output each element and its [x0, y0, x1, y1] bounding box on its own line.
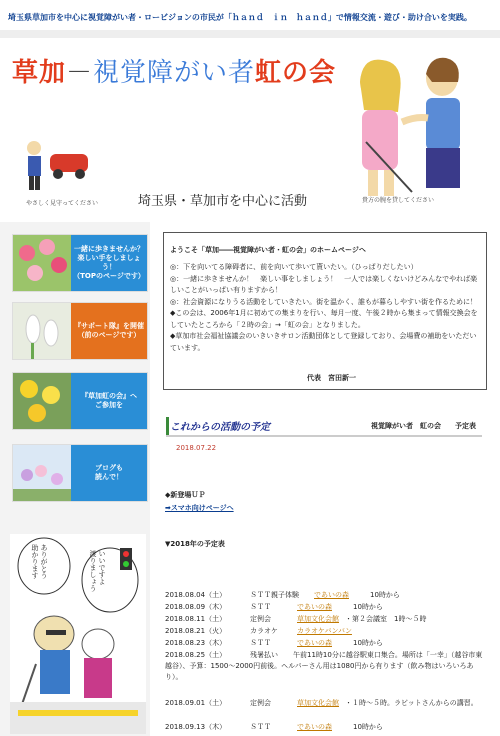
nav-button-top[interactable] [12, 234, 148, 292]
guide-illustration [342, 52, 492, 202]
event-place-link[interactable]: 草加文化会館 [297, 615, 339, 623]
event-date: 2018.09.13（木） [165, 723, 227, 731]
tulip-photo [13, 235, 71, 291]
left-sidebar [0, 222, 150, 736]
schedule-section-title [166, 417, 482, 437]
event-row [165, 650, 485, 686]
title-soka: 草加 [12, 58, 67, 88]
comic-bubble-right: いいですよ 渡りましょう [89, 550, 106, 592]
event-date: 2018.08.21（火） [165, 627, 227, 635]
title-visually-impaired: 視覚障がい者 [93, 58, 256, 88]
nav-button-join[interactable] [12, 372, 148, 430]
event-name: ＳＴＴ [250, 603, 271, 611]
site-title [12, 52, 336, 89]
event-detail: 午前11時10分に越谷駅東口集合。場所は「一幸」（越谷市東越谷）、予算：1500～2000円前後。ヘルパーさん用は1080円から有ります（飲み物はいろいろあり）。 [165, 651, 483, 681]
event-detail: 10時から [353, 723, 383, 731]
car-illustration [20, 134, 90, 194]
event-date: 2018.08.25（土） [165, 651, 227, 659]
event-name: 定例会 [250, 615, 271, 623]
update-date: 2018.07.22 [176, 444, 217, 452]
event-detail: ・１時～５時。ラビットさんからの講習。 [345, 699, 478, 707]
event-name: ＳＴＴ [250, 639, 271, 647]
event-row [165, 614, 485, 625]
event-detail: 10時から [353, 639, 383, 647]
event-date: 2018.08.04（土） [165, 591, 227, 599]
title-niji-no-kai: 虹の会 [255, 58, 337, 88]
section-accent-bar [166, 417, 169, 435]
nav-button-support[interactable] [12, 302, 148, 360]
smartphone-page-link[interactable]: ➡スマホ向けページへ [165, 504, 234, 512]
event-name: 残暑払い [250, 651, 278, 659]
event-place-link[interactable]: カラオケバンバン [297, 627, 352, 635]
welcome-heading: ようこそ「草加――視覚障がい者・虹の会」のホームページへ [170, 246, 366, 254]
event-row [165, 602, 485, 613]
top-banner [0, 0, 500, 30]
event-name: 定例会 [250, 699, 271, 707]
caption-left: やさしく見守ってください [26, 200, 99, 207]
banner-divider [0, 30, 500, 38]
nav-label-support: 『サポート隊』を開催 （前のページです） [71, 303, 147, 359]
event-place-link[interactable]: であいの森 [314, 591, 349, 599]
title-dash: － [66, 58, 94, 88]
event-row [165, 722, 485, 733]
daffodil-photo [13, 373, 71, 429]
welcome-body: ◎：下を向いてる障碍者に、前を向いて歩いて貰いたい。（ひっぱりだしたい） ◎：一緒に歩きませんか！ 楽しい事をしましょう！ 一人では楽しくないけどみんなでやれば楽しいことがいっぱい有りますから！ ◎：社会資源になりうる活動をしていきたい。街を温かく、誰もが暮らしやすい街を作るために！ ◆この会は、2006年1月に初めての集まりを行い、毎月一度、午後２時から集まって情報交換会をしていたところから「２時の会」→「虹の会」となりました。 ◆草加市社会福祉協議会のいきいきサロン活動団体として登録しており、会場費の補助をいただいています。 [170, 263, 478, 352]
event-date: 2018.09.01（土） [165, 699, 227, 707]
schedule-title: これからの活動の予定 [170, 422, 270, 433]
blossom-photo [13, 445, 71, 501]
site-subtitle: 埼玉県・草加市を中心に活動 [138, 194, 308, 209]
event-date: 2018.08.11（土） [165, 615, 227, 623]
year-heading: ▼2018年の予定表 [165, 540, 225, 548]
event-place-link[interactable]: であいの森 [297, 603, 332, 611]
nav-label-join: 『草加虹の会』へ ご参加を [71, 373, 147, 429]
event-place-link[interactable]: であいの森 [297, 723, 332, 731]
nav-label-blog: ブログも 読んで！ [71, 445, 147, 501]
nav-button-blog[interactable] [12, 444, 148, 502]
event-place-link[interactable]: 草加文化会館 [297, 699, 339, 707]
crocus-photo [13, 303, 71, 359]
event-detail: ・第２会議室 1時～５時 [345, 615, 427, 623]
event-row [165, 698, 485, 722]
schedule-side-label: 視覚障がい者 虹の会 予定表 [371, 422, 476, 430]
new-up-label: ◆新登場ＵＰ [165, 491, 206, 499]
top-banner-text: 埼玉県草加市を中心に視覚障がい者・ロービジョンの市民が「ｈａｎｄ ｉｎ ｈａｎｄ」で情報交流・遊び・助け合いを実践。 [8, 13, 472, 22]
representative-signature: 代表 宮田新一 [307, 374, 356, 382]
event-row [165, 590, 485, 601]
event-name: ＳＴＴ [250, 723, 271, 731]
event-date: 2018.08.09（木） [165, 603, 227, 611]
event-row [165, 638, 485, 649]
event-place-link[interactable]: であいの森 [297, 639, 332, 647]
event-detail: 10時から [370, 591, 400, 599]
event-name: カラオケ [250, 627, 278, 635]
event-name: ＳＴＴ親子体験 [250, 591, 299, 599]
event-date: 2018.08.23（木） [165, 639, 227, 647]
event-detail: 10時から [353, 603, 383, 611]
comic-bubble-left: ありがとう 助かります [31, 544, 48, 579]
welcome-box [163, 232, 487, 390]
event-row [165, 626, 485, 637]
nav-label-top: 一緒に歩きませんか？ 楽しい手をしましょう！ （TOPのページです） [71, 235, 147, 291]
caption-right: 貴方の腕を貸してください [362, 197, 435, 204]
